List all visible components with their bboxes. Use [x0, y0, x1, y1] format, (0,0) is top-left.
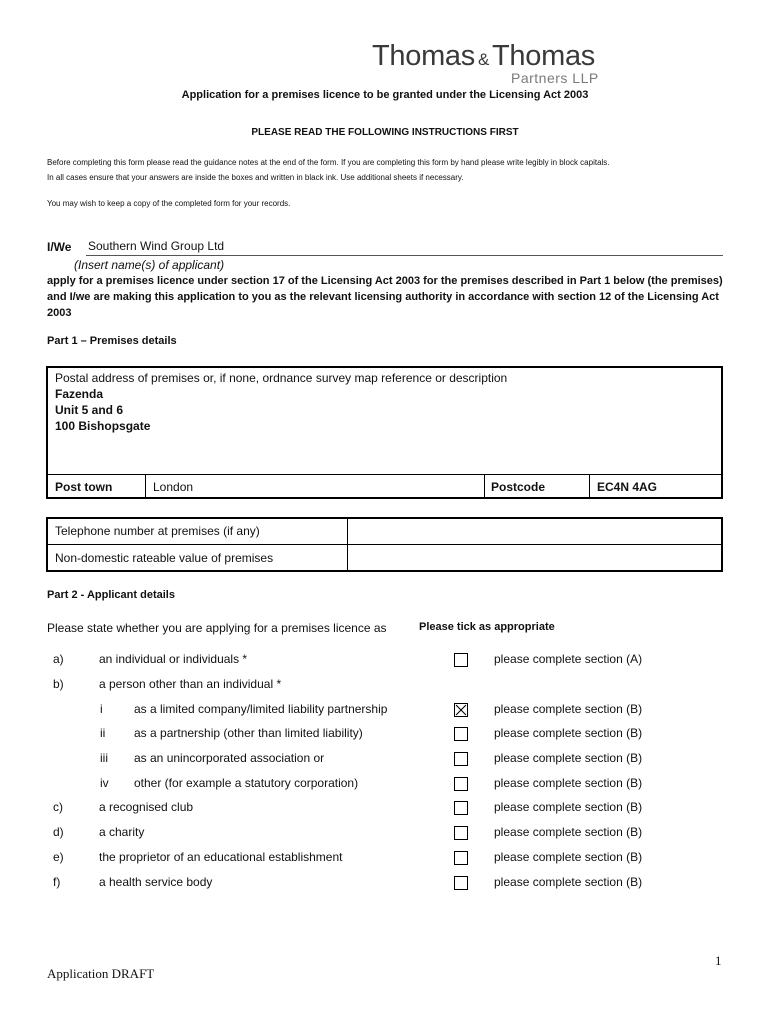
option-letter: d)	[53, 825, 64, 839]
option-section-note: please complete section (B)	[494, 875, 643, 889]
telephone-field[interactable]	[355, 524, 715, 540]
instruction-line-3: You may wish to keep a copy of the completed form for your records.	[47, 199, 291, 208]
option-letter: c)	[53, 800, 63, 814]
option-label: a charity	[99, 825, 145, 839]
option-numeral: iii	[100, 751, 108, 765]
option-section-note: please complete section (B)	[494, 726, 643, 740]
logo-word-right: Thomas	[492, 40, 595, 72]
option-letter: b)	[53, 677, 64, 691]
option-letter: f)	[53, 875, 61, 889]
option-label: the proprietor of an educational establishment	[99, 850, 343, 864]
option-label: as a partnership (other than limited liability)	[134, 726, 363, 740]
option-label: a recognised club	[99, 800, 194, 814]
applicant-hint: (Insert name(s) of applicant)	[74, 258, 225, 272]
option-checkbox[interactable]	[454, 727, 468, 741]
option-numeral: ii	[100, 726, 106, 740]
option-section-note: please complete section (B)	[494, 751, 643, 765]
address-line-2[interactable]: Unit 5 and 6	[55, 403, 124, 417]
applicant-name-field[interactable]: Southern Wind Group Ltd	[88, 239, 225, 253]
cell-divider	[589, 474, 590, 499]
applicant-underline	[86, 255, 723, 256]
option-checkbox[interactable]	[454, 876, 468, 890]
post-town-field[interactable]: London	[153, 480, 194, 494]
option-label: a health service body	[99, 875, 213, 889]
form-title: Application for a premises licence to be granted under the Licensing Act 2003	[181, 89, 589, 101]
option-section-note: please complete section (A)	[494, 652, 643, 666]
option-checkbox[interactable]	[454, 777, 468, 791]
cell-divider	[484, 474, 485, 499]
option-checkbox[interactable]	[454, 851, 468, 865]
postcode-label: Postcode	[491, 480, 546, 494]
option-checkbox[interactable]	[454, 703, 468, 717]
cell-divider	[145, 474, 146, 499]
option-label: an individual or individuals *	[99, 652, 248, 666]
logo-ampersand: &	[477, 50, 490, 69]
option-checkbox[interactable]	[454, 826, 468, 840]
address-line-1[interactable]: Fazenda	[55, 387, 104, 401]
address-label: Postal address of premises or, if none, ordnance survey map reference or description	[55, 371, 508, 385]
option-letter: a)	[53, 652, 64, 666]
logo-word-left: Thomas	[372, 40, 475, 72]
address-line-3[interactable]: 100 Bishopsgate	[55, 419, 151, 433]
applicant-type-question: Please state whether you are applying for a premises licence as	[47, 621, 387, 635]
company-logo	[372, 40, 595, 73]
option-numeral: iv	[100, 776, 109, 790]
column-divider	[347, 517, 348, 572]
option-checkbox[interactable]	[454, 653, 468, 667]
option-label: as a limited company/limited liability partnership	[134, 702, 388, 716]
tick-heading: Please tick as appropriate	[419, 621, 555, 633]
row-divider	[46, 544, 723, 545]
option-label: other (for example a statutory corporation)	[134, 776, 359, 790]
option-letter: e)	[53, 850, 64, 864]
telephone-label: Telephone number at premises (if any)	[55, 524, 260, 538]
application-statement: apply for a premises licence under section 17 of the Licensing Act 2003 for the premises described in Part 1 below (the premises) and I/we are making this application to you as the relevant licensing authority in accordance with section 12 of the Licensing Act 2003	[47, 275, 723, 319]
option-section-note: please complete section (B)	[494, 776, 643, 790]
option-numeral: i	[100, 702, 103, 716]
option-checkbox[interactable]	[454, 801, 468, 815]
option-label: a person other than an individual *	[99, 677, 282, 691]
option-section-note: please complete section (B)	[494, 800, 643, 814]
option-label: as an unincorporated association or	[134, 751, 325, 765]
page-number: 1	[715, 953, 722, 968]
rateable-value-field[interactable]	[355, 551, 715, 567]
option-section-note: please complete section (B)	[494, 850, 643, 864]
option-section-note: please complete section (B)	[494, 825, 643, 839]
option-section-note: please complete section (B)	[494, 702, 643, 716]
checkmark-x-icon	[455, 704, 467, 716]
logo-subtitle: Partners LLP	[511, 70, 599, 86]
part2-heading: Part 2 - Applicant details	[47, 589, 175, 601]
instruction-line-1: Before completing this form please read the guidance notes at the end of the form. If you are completing this form by hand please write legibly in block capitals.	[47, 158, 610, 167]
applicant-label: I/We	[47, 240, 72, 254]
instructions-heading: PLEASE READ THE FOLLOWING INSTRUCTIONS FIRST	[251, 127, 519, 138]
option-checkbox[interactable]	[454, 752, 468, 766]
footer-text: Application DRAFT	[47, 966, 155, 981]
part1-heading: Part 1 – Premises details	[47, 335, 177, 347]
rateable-value-label: Non-domestic rateable value of premises	[55, 551, 274, 565]
postcode-field[interactable]: EC4N 4AG	[597, 480, 658, 494]
instruction-line-2: In all cases ensure that your answers are inside the boxes and written in black ink. Use additional sheets if necessary.	[47, 173, 464, 182]
post-town-label: Post town	[55, 480, 113, 494]
